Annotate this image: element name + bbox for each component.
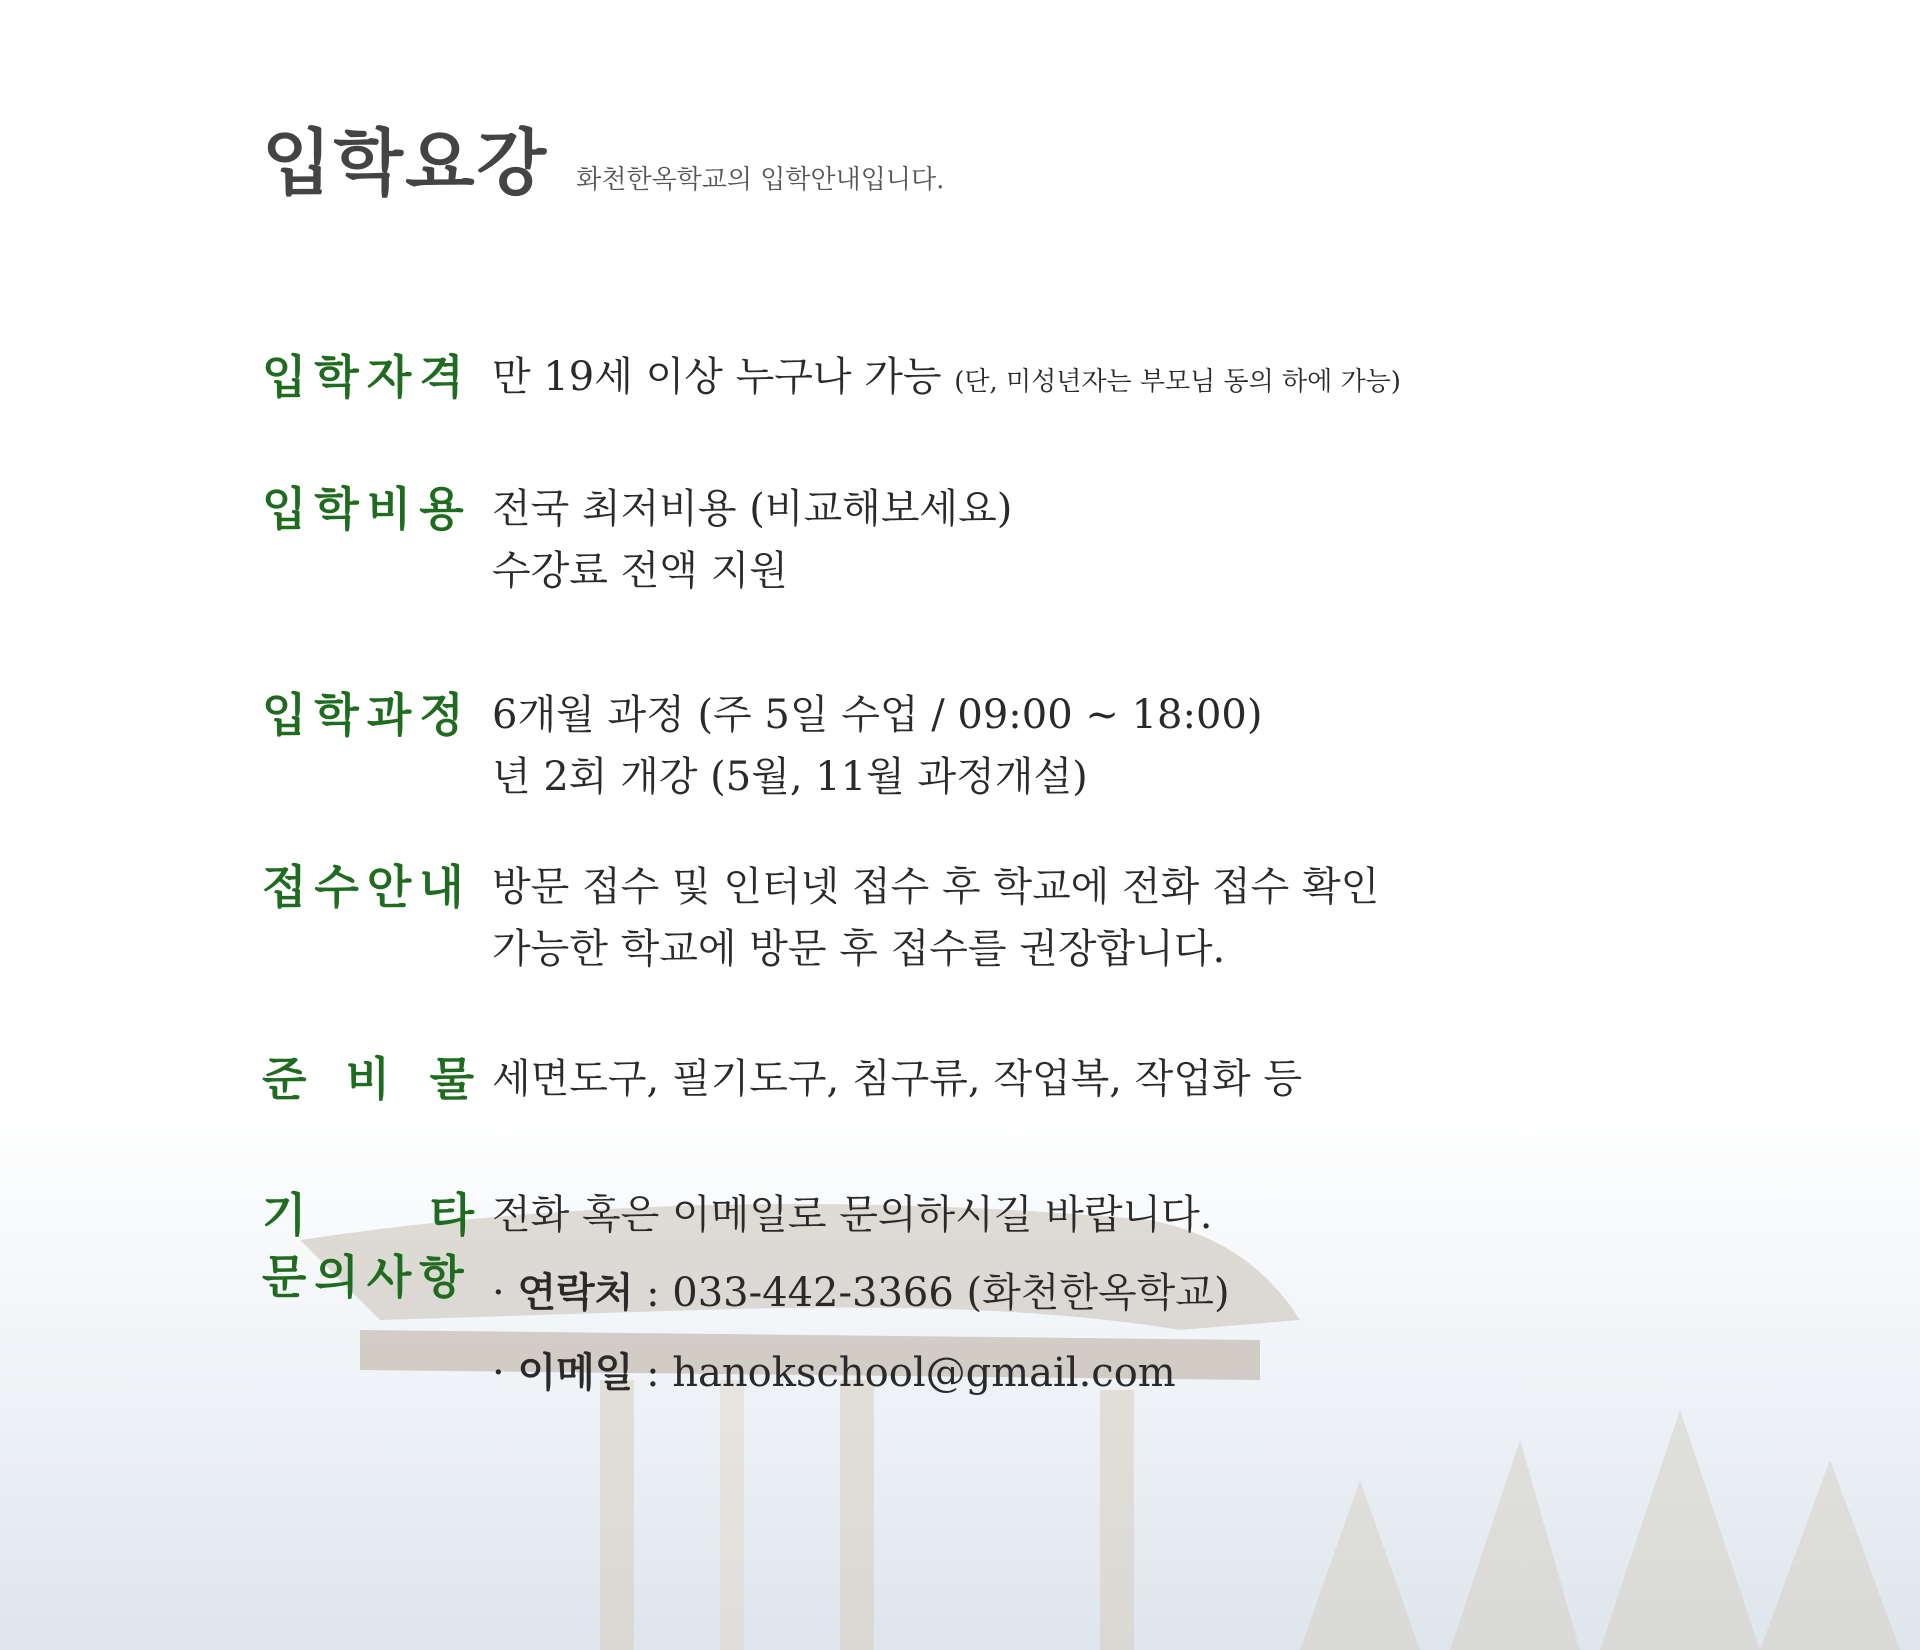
email-line: [492, 1342, 1230, 1404]
supplies-label: [262, 1048, 492, 1110]
supplies-content: 세면도구, 필기도구, 침구류, 작업복, 작업화 등: [492, 1056, 1302, 1102]
cost-label: 입학비용: [262, 482, 472, 536]
course-line: 6개월 과정 (주 5일 수업 / 09:00 ~ 18:00): [492, 692, 1263, 738]
cost-line: 전국 최저비용 (비교해보세요): [492, 486, 1013, 532]
etc-text: 전화 혹은 이메일로 문의하시길 바랍니다.: [492, 1192, 1213, 1238]
email-value[interactable]: : hanokschool@gmail.com: [633, 1350, 1176, 1396]
course-line: 년 2회 개강 (5월, 11월 과정개설): [492, 754, 1088, 800]
etc-label-char: 기: [262, 1188, 307, 1242]
section-etc: [262, 1184, 1230, 1404]
contact-value[interactable]: : 033-442-3366 (화천한옥학교): [633, 1270, 1230, 1316]
qualification-text: 만 19세 이상 누구나 가능: [492, 354, 955, 400]
contact-bullet: ·: [492, 1270, 518, 1316]
section-supplies: [262, 1048, 1302, 1110]
inquiry-label: 문의사항: [262, 1250, 472, 1304]
page-header: [262, 105, 944, 209]
cost-line: 수강료 전액 지원: [492, 548, 788, 594]
supplies-label-char: 준: [262, 1052, 307, 1106]
section-cost: [262, 478, 1012, 602]
qualification-label: 입학자격: [262, 350, 472, 404]
qualification-content: [492, 346, 1401, 413]
etc-label: [262, 1184, 492, 1404]
email-bullet: ·: [492, 1350, 518, 1396]
application-line: 가능한 학교에 방문 후 접수를 권장합니다.: [492, 926, 1226, 972]
email-label: 이메일: [517, 1350, 634, 1396]
page-subtitle: 화천한옥학교의 입학안내입니다.: [576, 165, 945, 195]
page-title: 입학요강: [262, 120, 549, 205]
contact-line: [492, 1262, 1230, 1324]
course-content: [492, 684, 1263, 808]
section-course: [262, 684, 1263, 808]
cost-content: [492, 478, 1012, 602]
section-application: [262, 856, 1379, 980]
application-line: 방문 접수 및 인터넷 접수 후 학교에 전화 접수 확인: [492, 864, 1380, 910]
application-label: 접수안내: [262, 860, 472, 914]
course-label: 입학과정: [262, 688, 472, 742]
contact-label: 연락처: [517, 1270, 634, 1316]
section-qualification: [262, 346, 1401, 413]
etc-label-char: 타: [429, 1188, 474, 1242]
supplies-label-char: 비: [345, 1052, 391, 1106]
qualification-note: (단, 미성년자는 부모님 동의 하에 가능): [954, 367, 1401, 397]
supplies-label-char: 물: [429, 1052, 474, 1106]
etc-content: [492, 1184, 1230, 1404]
application-content: [492, 856, 1379, 980]
